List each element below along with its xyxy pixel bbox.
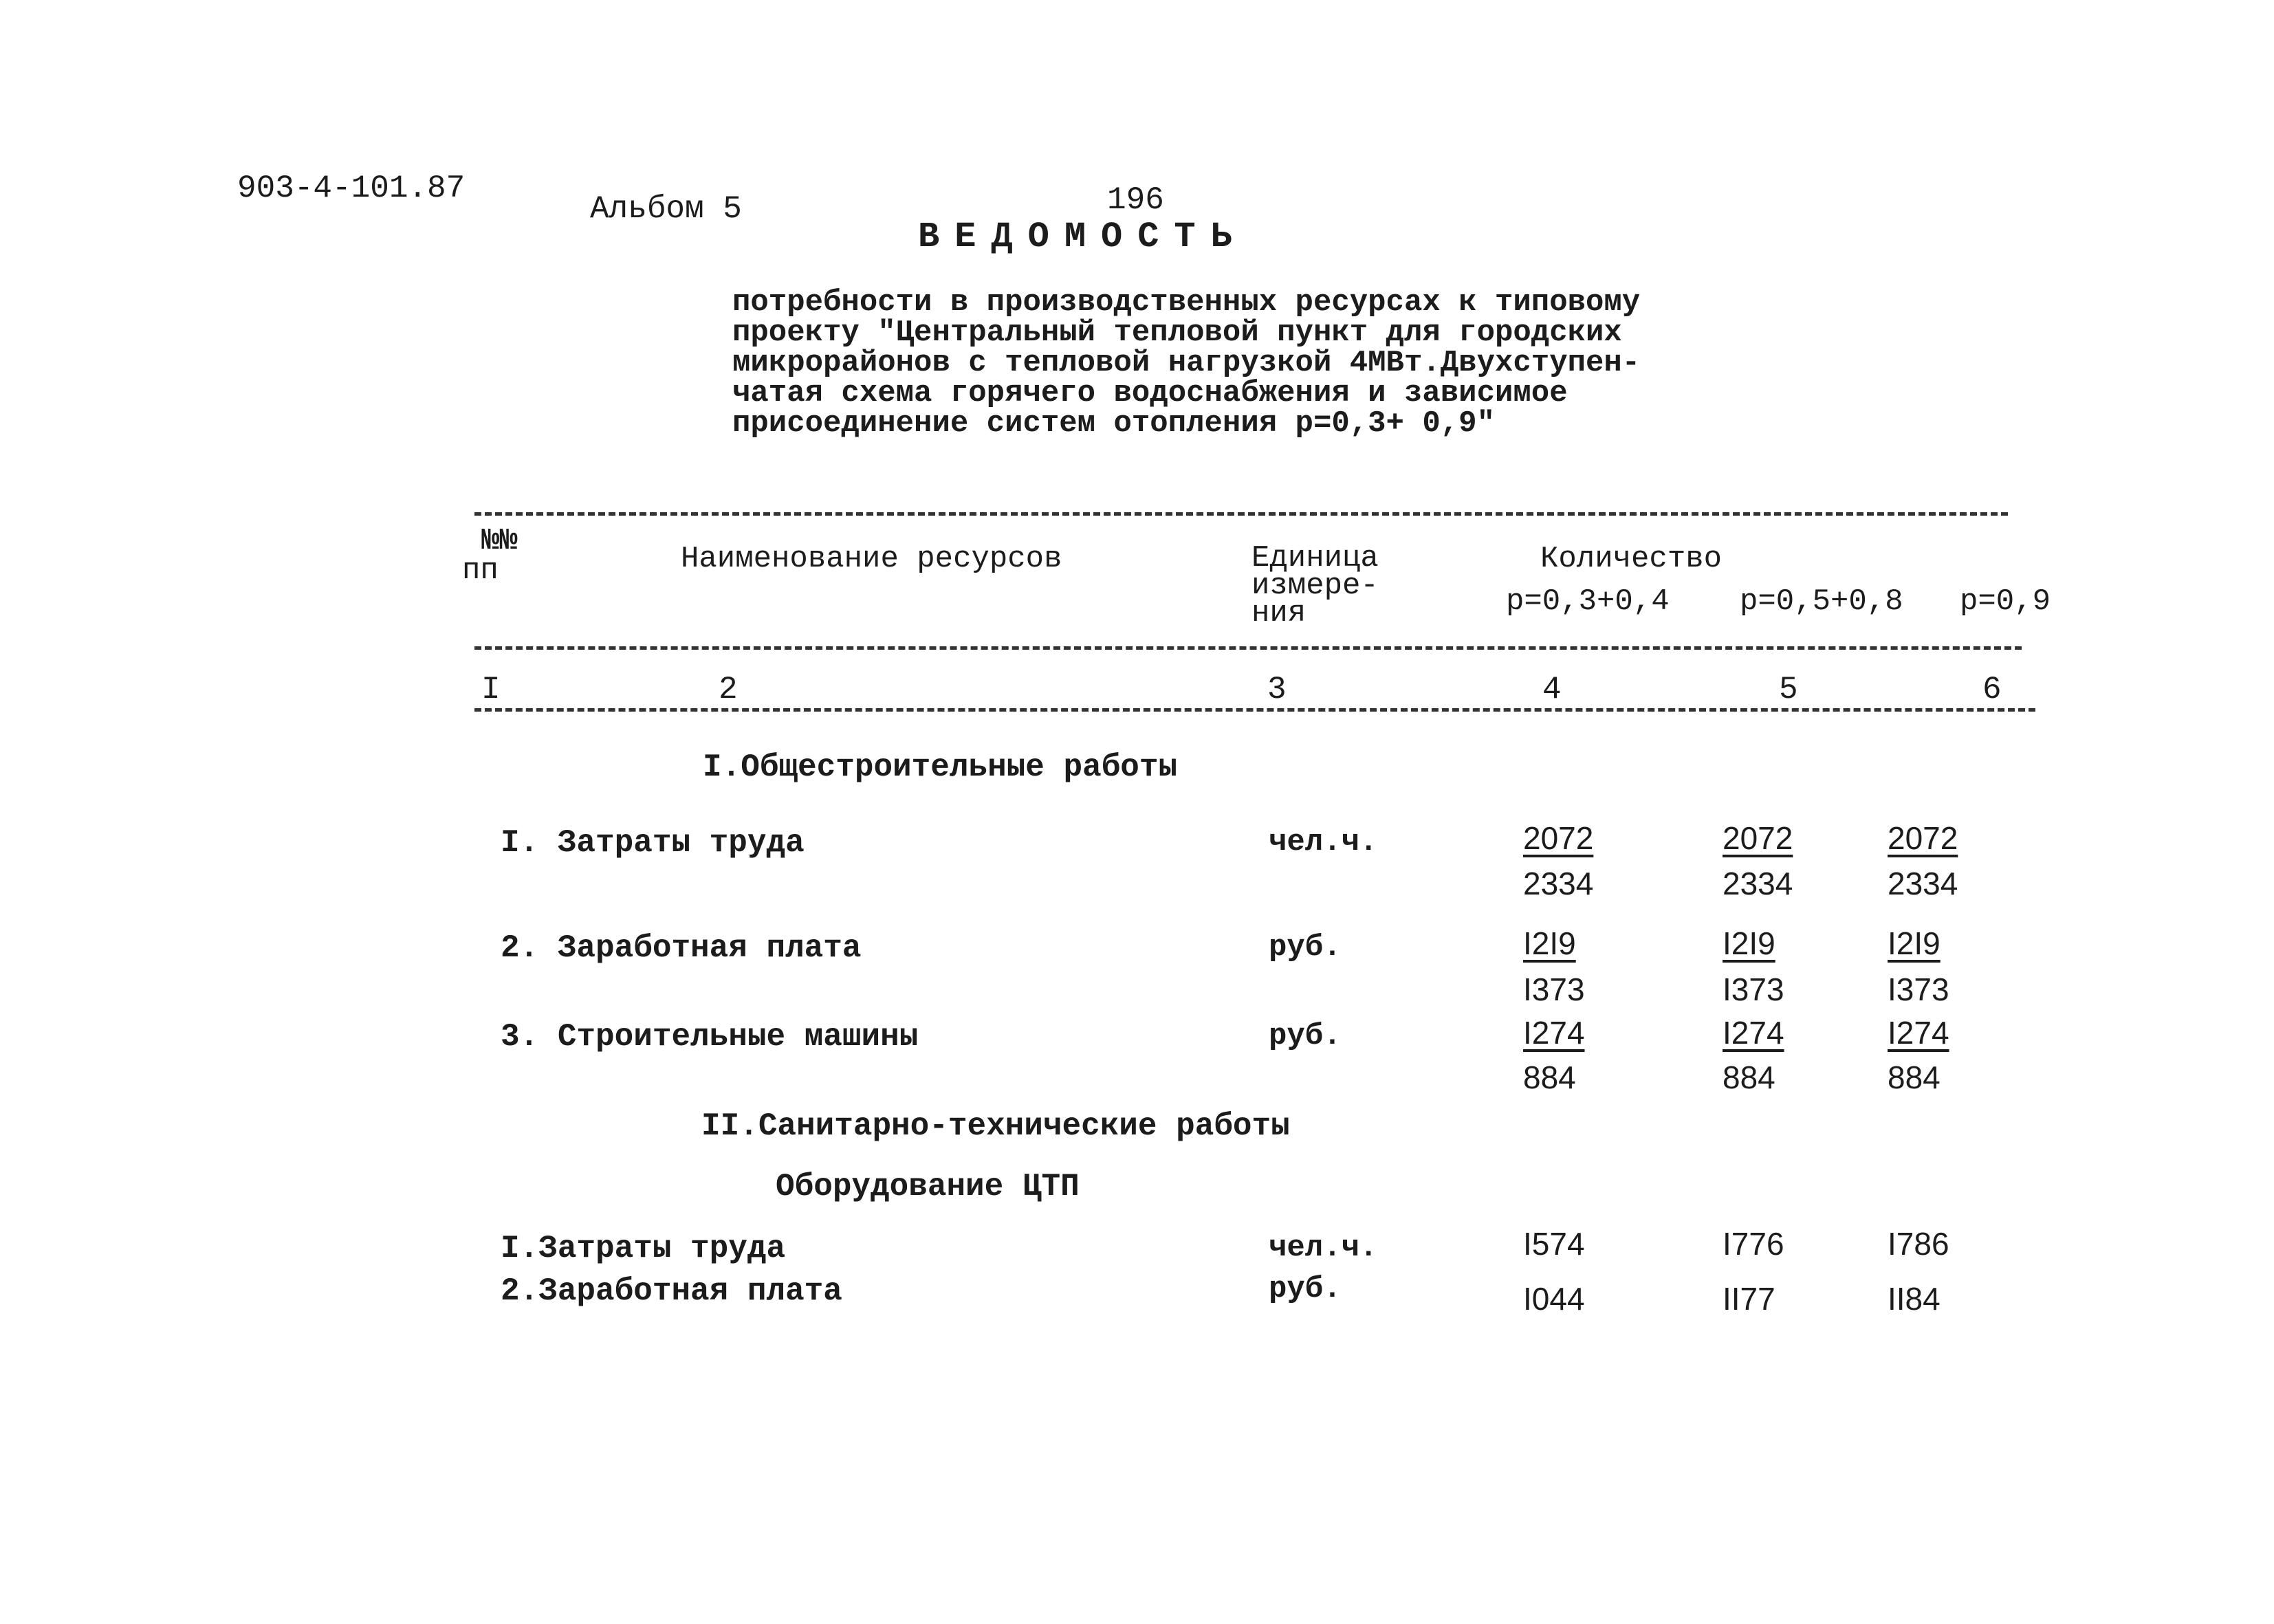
value-cell: 2334	[1723, 866, 1793, 901]
column-number: 3	[1267, 672, 1287, 707]
header-unit-line: измере-	[1251, 569, 1379, 603]
value-cell: I044	[1523, 1281, 1585, 1317]
subtitle-line: потребности в производственных ресурсах к типовому	[732, 285, 1641, 320]
column-number: 2	[719, 672, 738, 707]
value-cell: I373	[1523, 972, 1585, 1007]
table-row-unit: чел.ч.	[1269, 1231, 1378, 1265]
header-q1: р=0,3+0,4	[1506, 584, 1670, 619]
table-rule-top	[474, 512, 2008, 516]
value-cell: I574	[1523, 1226, 1585, 1262]
table-row-unit: руб.	[1269, 930, 1342, 965]
header-q3: р=0,9	[1960, 584, 2051, 619]
value-cell: II84	[1888, 1281, 1940, 1317]
value-cell: I373	[1888, 972, 1949, 1007]
page-number: 196	[1107, 182, 1164, 218]
table-rule-column-numbers	[474, 708, 2035, 712]
subtitle-line: проекту "Центральный тепловой пункт для городских	[732, 316, 1622, 350]
table-row-name: 3. Строительные машины	[501, 1019, 919, 1055]
value-cell: I786	[1888, 1226, 1949, 1262]
value-cell: I373	[1723, 972, 1784, 1007]
value-cell: I2I9	[1888, 925, 1940, 961]
column-number: 5	[1779, 672, 1798, 707]
album-label: Альбом 5	[590, 191, 742, 227]
value-cell: 884	[1523, 1060, 1576, 1095]
value-cell: 2072	[1888, 820, 1958, 856]
header-q2: р=0,5+0,8	[1740, 584, 1903, 619]
header-quantity: Количество	[1540, 542, 1723, 576]
value-cell: II77	[1723, 1281, 1775, 1317]
table-row-unit: чел.ч.	[1269, 825, 1378, 859]
value-cell: 884	[1723, 1060, 1775, 1095]
value-cell: 2334	[1523, 866, 1594, 901]
column-number: 6	[1982, 672, 2002, 707]
header-num-mark: №№	[481, 524, 518, 558]
column-number: 4	[1542, 672, 1562, 707]
value-cell: 2072	[1523, 820, 1594, 856]
header-num-pp: пп	[462, 553, 499, 588]
table-rule-header	[474, 646, 2022, 650]
header-unit-line: Единица	[1251, 541, 1379, 575]
value-cell: I274	[1888, 1015, 1949, 1051]
header-name: Наименование ресурсов	[681, 542, 1062, 576]
table-row-unit: руб.	[1269, 1272, 1342, 1306]
value-cell: I274	[1523, 1015, 1585, 1051]
value-cell: I274	[1723, 1015, 1784, 1051]
value-cell: 2072	[1723, 820, 1793, 856]
document-title: ВЕДОМОСТЬ	[918, 217, 1247, 257]
value-cell: 884	[1888, 1060, 1940, 1095]
value-cell: 2334	[1888, 866, 1958, 901]
document-subtitle	[732, 287, 1640, 439]
section-title: I.Общестроительные работы	[703, 749, 1178, 785]
column-number: I	[481, 672, 501, 707]
subtitle-line: присоединение систем отопления р=0,3+ 0,9"	[732, 406, 1495, 441]
table-row-name: I.Затраты труда	[501, 1231, 786, 1266]
document-code: 903-4-101.87	[237, 171, 466, 206]
table-row-unit: руб.	[1269, 1019, 1342, 1053]
table-row-name: I. Затраты труда	[501, 825, 805, 861]
value-cell: I2I9	[1723, 925, 1775, 961]
section-title: II.Санитарно-технические работы	[701, 1108, 1290, 1144]
header-unit-line: ния	[1251, 596, 1307, 630]
subtitle-line: чатая схема горячего водоснабжения и зависимое	[732, 376, 1568, 410]
value-cell: I2I9	[1523, 925, 1576, 961]
table-row-name: 2. Заработная плата	[501, 930, 862, 966]
subtitle-line: микрорайонов с тепловой нагрузкой 4МВт.Двухступен-	[732, 346, 1641, 380]
table-row-name: 2.Заработная плата	[501, 1273, 842, 1309]
section-subtitle: Оборудование ЦТП	[776, 1169, 1080, 1205]
header-unit	[1251, 541, 1379, 630]
value-cell: I776	[1723, 1226, 1784, 1262]
